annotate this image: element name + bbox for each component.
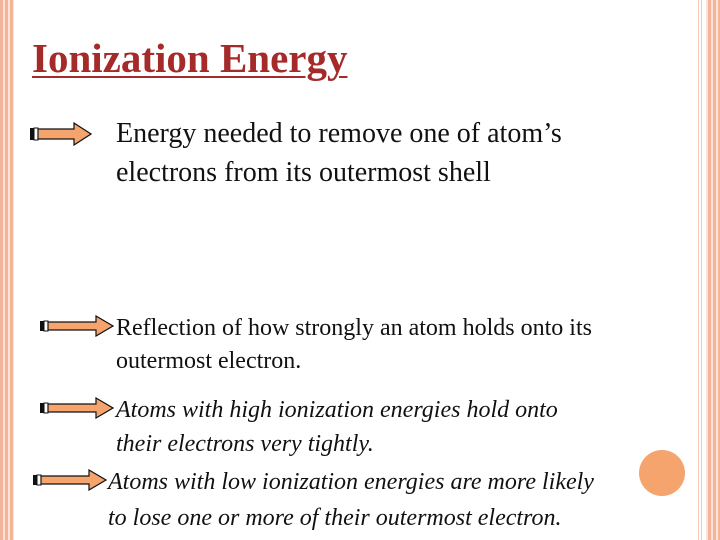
bullet-line: Atoms with low ionization energies are more likely	[108, 469, 594, 495]
bullet-line: their electrons very tightly.	[116, 431, 374, 457]
bullet-line: Reflection of how strongly an atom holds onto its	[116, 315, 592, 341]
arrow-right-icon	[30, 122, 92, 146]
arrow-right-icon	[40, 315, 114, 337]
bullet-line: outermost electron.	[116, 348, 302, 374]
slide-title: Ionization Energy	[32, 35, 348, 81]
arrow-right-icon	[33, 469, 107, 491]
bullet-line: electrons from its outermost shell	[116, 157, 491, 188]
arrow-right-icon	[40, 397, 114, 419]
bullet-line: to lose one or more of their outermost electron.	[108, 505, 562, 531]
slide-frame-right	[706, 0, 720, 540]
slide-frame-left	[0, 0, 14, 540]
bullet-line: Atoms with high ionization energies hold onto	[116, 397, 558, 423]
bullet-line: Energy needed to remove one of atom’s	[116, 118, 562, 149]
decorative-circle	[639, 450, 685, 496]
